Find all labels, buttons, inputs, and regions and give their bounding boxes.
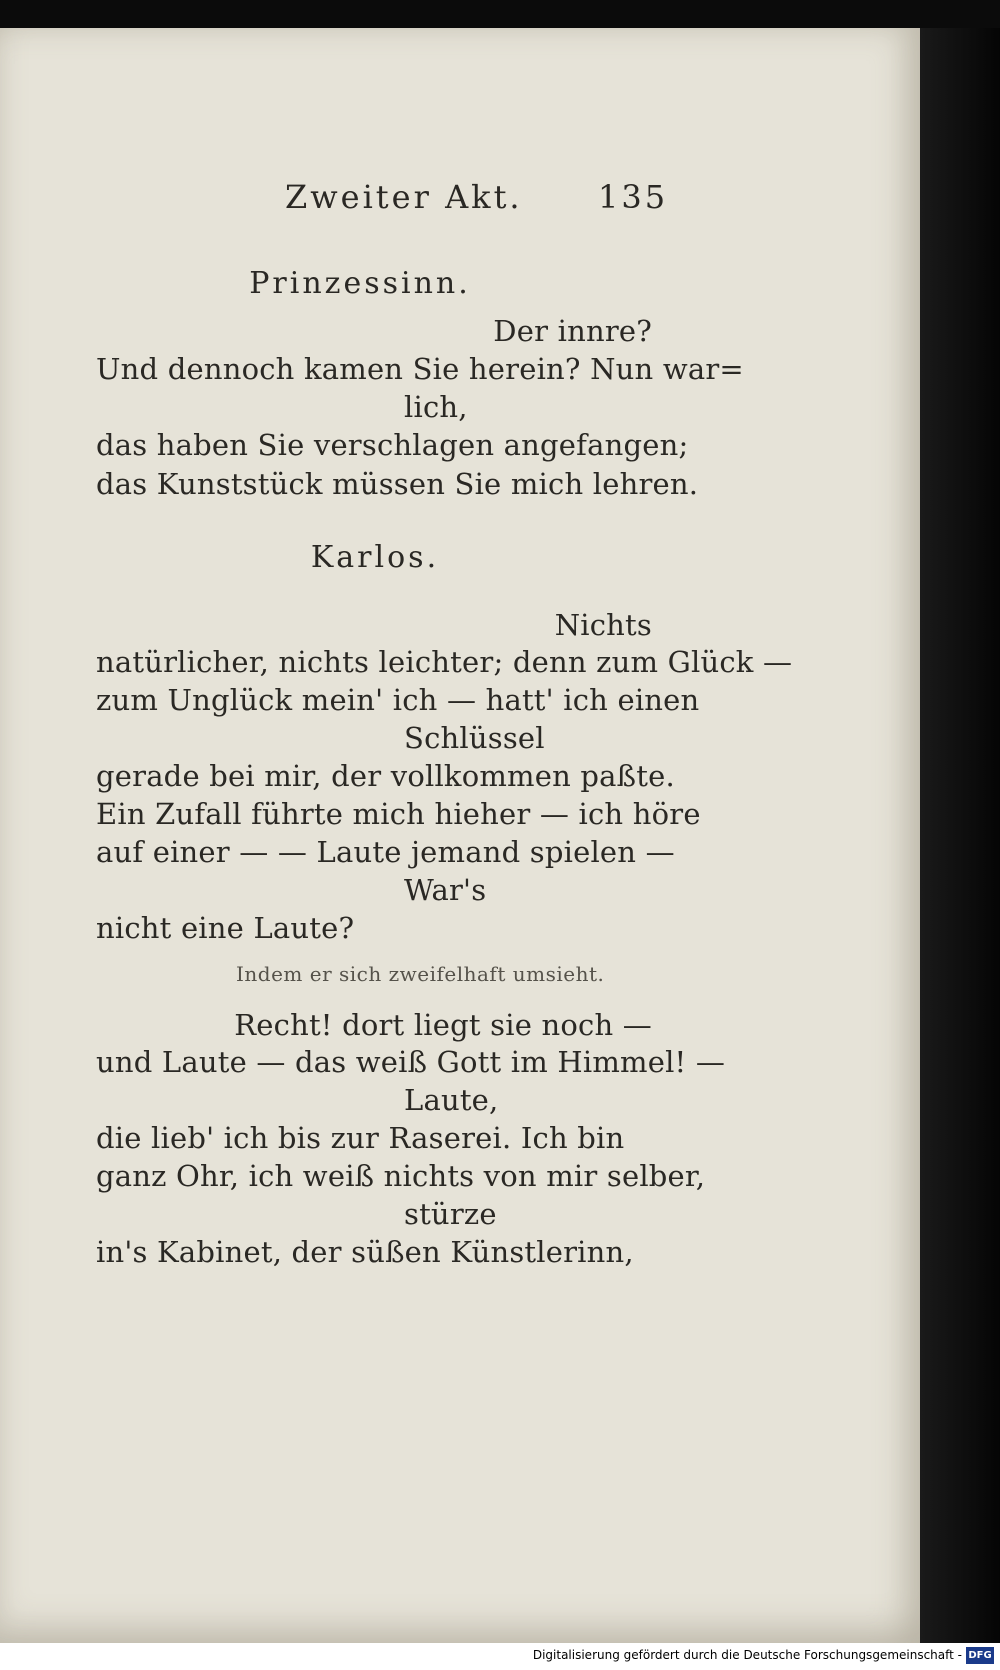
verse-line: gerade bei mir, der vollkommen paßte. <box>96 759 675 793</box>
page-number: 135 <box>598 178 669 216</box>
footer-bar <box>0 1643 1000 1670</box>
verse-line: das haben Sie verschlagen angefangen; <box>96 428 689 462</box>
footer-credit: Digitalisierung gefördert durch die Deutsche Forschungsgemeinschaft - <box>532 1648 962 1662</box>
running-title: Zweiter Akt. <box>285 178 523 216</box>
verse-line: Ein Zufall führte mich hieher — ich höre <box>96 797 701 831</box>
verse-line: zum Unglück mein' ich — hatt' ich einen <box>96 683 700 717</box>
verse-line: stürze <box>404 1197 497 1231</box>
verse-line: in's Kabinet, der süßen Künstlerinn, <box>96 1235 634 1269</box>
speaker-karlos: Karlos. <box>310 540 440 575</box>
verse-line: Schlüssel <box>404 721 545 755</box>
verse-line: lich, <box>404 390 468 424</box>
verse-line: Der innre? <box>493 314 652 348</box>
verse-line: das Kunststück müssen Sie mich lehren. <box>96 467 699 501</box>
verse-line: Nichts <box>554 608 652 642</box>
verse-line: Recht! dort liegt sie noch — <box>234 1008 652 1042</box>
stage-direction: Indem er sich zweifelhaft umsieht. <box>236 962 605 986</box>
verse-line: Laute, <box>404 1083 499 1117</box>
verse-line: ganz Ohr, ich weiß nichts von mir selber, <box>96 1159 706 1193</box>
verse-line: nicht eine Laute? <box>96 911 355 945</box>
dfg-logo: DFG <box>966 1647 994 1664</box>
verse-line: auf einer — — Laute jemand spielen — <box>96 835 675 869</box>
verse-line: Und dennoch kamen Sie herein? Nun war= <box>96 352 744 386</box>
verse-line: natürlicher, nichts leichter; denn zum Glück — <box>96 645 793 679</box>
verse-line: War's <box>404 873 487 907</box>
verse-line: die lieb' ich bis zur Raserei. Ich bin <box>96 1121 625 1155</box>
verse-line: und Laute — das weiß Gott im Himmel! — <box>96 1045 726 1079</box>
scan-background <box>920 28 1000 1643</box>
speaker-prinzessinn: Prinzessinn. <box>249 266 471 301</box>
